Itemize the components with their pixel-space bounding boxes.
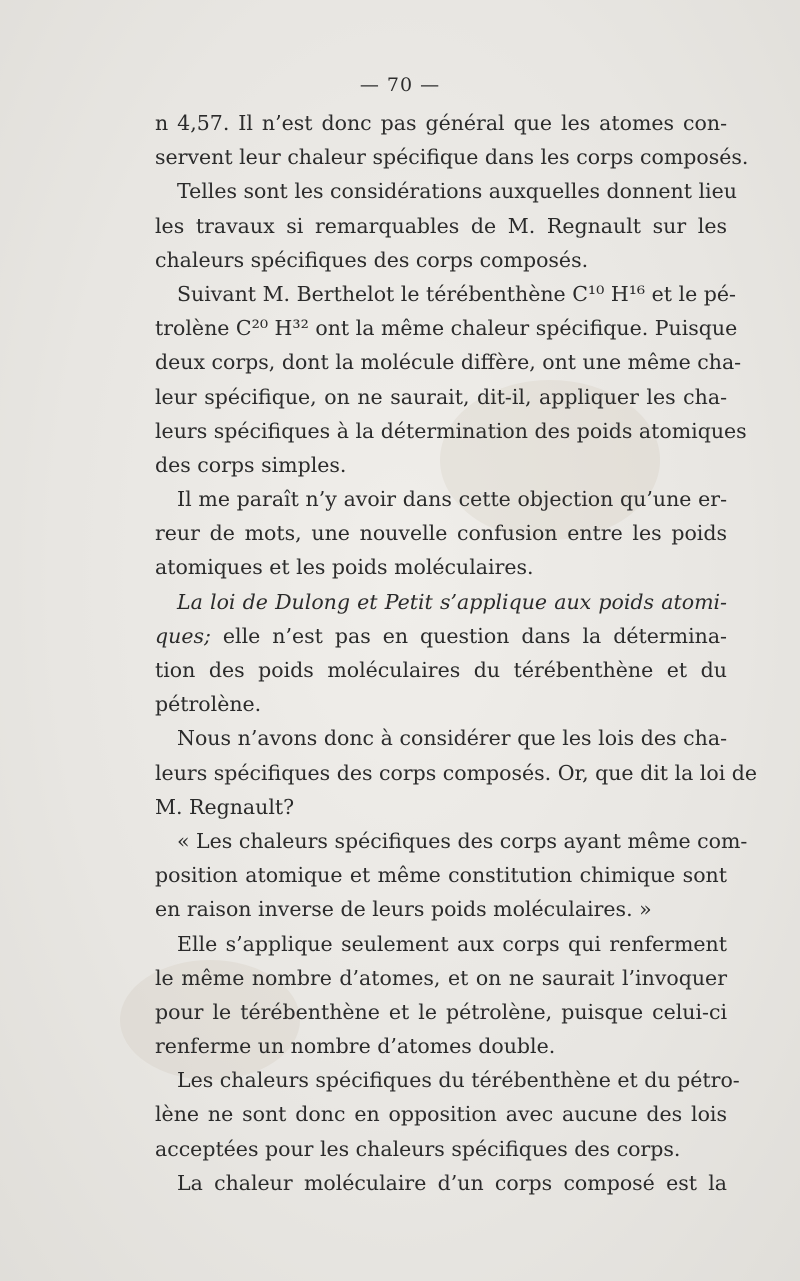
text-run: position atomique et même constitution chimique sont [155, 863, 727, 888]
text-line [155, 1097, 727, 1131]
text-line [155, 653, 727, 687]
text-run: deux corps, dont la molécule diffère, ont une même cha- [155, 350, 742, 375]
text-line [155, 140, 749, 174]
text-line [155, 277, 736, 311]
text-run: les travaux si remarquables de M. Regnault sur les [155, 213, 727, 238]
text-run: acceptées pour les chaleurs spécifiques des corps. [155, 1136, 681, 1161]
text-run: Suivant M. Berthelot le térébenthène C¹⁰ H¹⁶ et le pé- [177, 281, 736, 306]
text-run: pour le térébenthène et le pétrolène, puisque celui-ci [155, 999, 727, 1024]
text-run: leur spécifique, on ne saurait, dit-il, appliquer les cha- [155, 384, 727, 409]
italic-text: ques; [155, 623, 211, 648]
text-line [155, 927, 727, 961]
text-line [155, 1029, 727, 1063]
text-line [155, 995, 727, 1029]
text-run: renferme un nombre d’atomes double. [155, 1034, 556, 1059]
text-run: des corps simples. [155, 452, 347, 477]
text-line [155, 550, 727, 584]
text-run: pétrolène. [155, 692, 262, 717]
text-run: n 4,57. Il n’est donc pas général que les atomes con- [155, 111, 727, 135]
text-run: Les chaleurs spécifiques du térébenthène et du pétro- [177, 1068, 740, 1093]
text-line [155, 209, 727, 243]
text-run: tion des poids moléculaires du térébenthène et du [155, 658, 727, 682]
text-line [155, 721, 727, 755]
text-run: chaleurs spécifiques des corps composés. [155, 247, 589, 272]
text-run: en raison inverse de leurs poids moléculaires. » [155, 897, 652, 922]
text-line [155, 345, 742, 379]
text-line [155, 824, 748, 858]
text-run: trolène C²⁰ H³² ont la même chaleur spécifique. Puisque [155, 316, 738, 341]
page-number: — 70 — [359, 74, 441, 96]
text-line [155, 380, 727, 414]
text-line [155, 687, 727, 721]
text-line [155, 482, 727, 516]
text-line [155, 892, 727, 926]
text-line [155, 174, 737, 208]
text-run: Telles sont les considérations auxquelles donnent lieu [177, 179, 737, 204]
text-line [155, 585, 727, 619]
text-line [155, 243, 727, 277]
text-run: lène ne sont donc en opposition avec aucune des lois [155, 1102, 727, 1127]
text-line [155, 414, 747, 448]
text-run: le même nombre d’atomes, et on ne saurait l’invoquer [155, 965, 727, 990]
text-run: La chaleur moléculaire d’un corps composé est la [177, 1170, 727, 1195]
text-line [155, 756, 758, 790]
text-run: leurs spécifiques à la détermination des poids atomiques [155, 418, 747, 443]
text-line [155, 858, 727, 892]
text-line [155, 1166, 727, 1200]
text-line [155, 619, 727, 653]
text-run: Il me paraît n’y avoir dans cette objection qu’une er- [177, 487, 727, 512]
text-run: elle n’est pas en question dans la détermina- [210, 623, 727, 648]
italic-text: La loi de Dulong et Petit s’applique aux poids atomi- [177, 589, 727, 614]
text-run: reur de mots, une nouvelle confusion entre les poids [155, 521, 727, 546]
text-line [155, 311, 738, 345]
text-line [155, 1063, 740, 1097]
text-line [155, 961, 727, 995]
text-line [155, 790, 727, 824]
text-run: Elle s’applique seulement aux corps qui renferment [177, 931, 727, 956]
body-text [155, 106, 758, 1200]
text-run: leurs spécifiques des corps composés. Or, que dit la loi de [155, 760, 758, 785]
text-run: servent leur chaleur spécifique dans les corps composés. [155, 145, 749, 170]
text-run: atomiques et les poids moléculaires. [155, 555, 534, 580]
text-line [155, 1132, 727, 1166]
text-line [155, 448, 727, 482]
text-run: Nous n’avons donc à considérer que les lois des cha- [177, 726, 727, 751]
text-line [155, 106, 727, 140]
text-line [155, 516, 727, 550]
text-run: M. Regnault? [155, 794, 295, 819]
text-run: « Les chaleurs spécifiques des corps ayant même com- [177, 828, 748, 853]
